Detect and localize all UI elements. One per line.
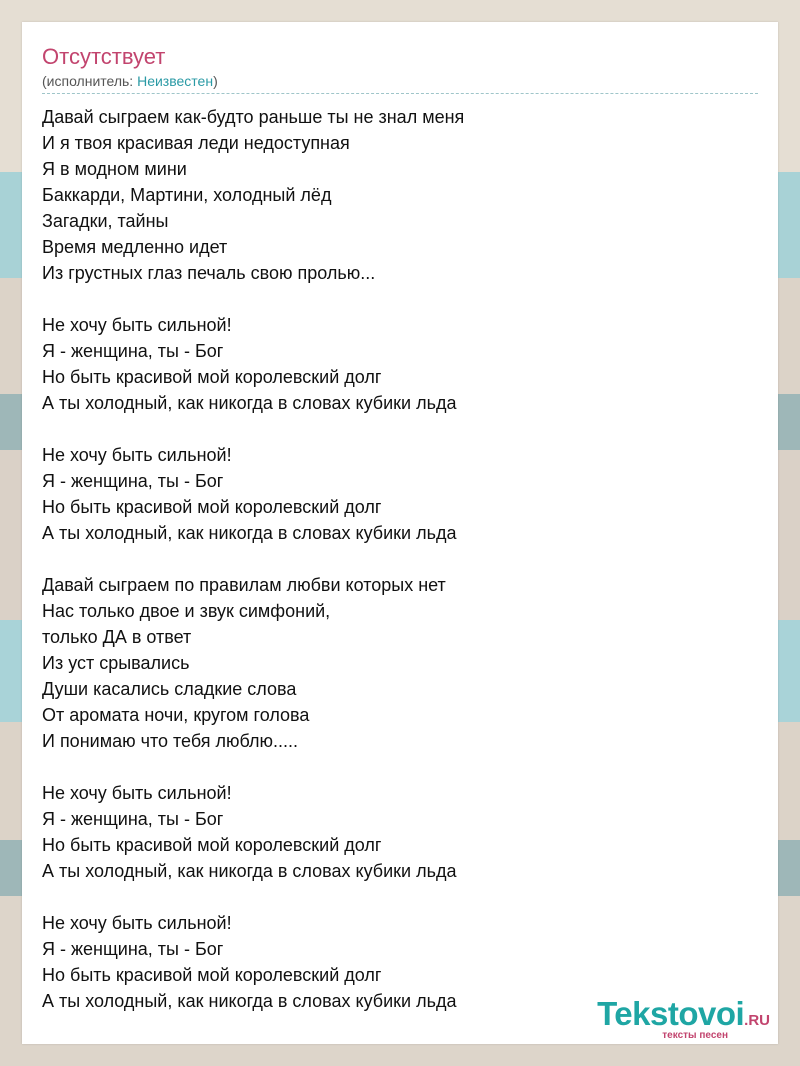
lyric-line: Не хочу быть сильной! [42, 315, 232, 335]
lyric-line: И я твоя красивая леди недоступная [42, 133, 350, 153]
lyric-line: Из уст срывались [42, 653, 190, 673]
site-logo[interactable] [597, 995, 770, 1041]
lyric-line: Но быть красивой мой королевский долг [42, 497, 382, 517]
lyric-line: Я - женщина, ты - Бог [42, 341, 224, 361]
lyric-line: Давай сыграем как-будто раньше ты не знал меня [42, 107, 465, 127]
lyric-line: И понимаю что тебя люблю..... [42, 731, 299, 751]
lyric-line: Баккарди, Мартини, холодный лёд [42, 185, 332, 205]
lyric-line: Я - женщина, ты - Бог [42, 809, 224, 829]
lyrics-body [42, 104, 758, 1014]
lyric-line: Время медленно идет [42, 237, 228, 257]
lyric-line: Но быть красивой мой королевский долг [42, 835, 382, 855]
lyric-line: Не хочу быть сильной! [42, 445, 232, 465]
stanza-break [42, 546, 758, 572]
lyric-line: Загадки, тайны [42, 211, 169, 231]
stanza-break [42, 286, 758, 312]
lyric-line: Не хочу быть сильной! [42, 783, 232, 803]
stanza-break [42, 416, 758, 442]
title-divider [42, 93, 758, 94]
artist-link[interactable]: Неизвестен [137, 73, 214, 89]
lyric-line: Нас только двое и звук симфоний, [42, 601, 331, 621]
lyric-line: Не хочу быть сильной! [42, 913, 232, 933]
logo-tld: .RU [744, 1012, 770, 1029]
lyric-line: Я в модном мини [42, 159, 187, 179]
lyric-line: Давай сыграем по правилам любви которых нет [42, 575, 446, 595]
lyrics-card [22, 22, 778, 1044]
artist-suffix: ) [213, 73, 218, 89]
artist-line [42, 72, 218, 90]
lyric-line: Но быть красивой мой королевский долг [42, 965, 382, 985]
lyric-line: А ты холодный, как никогда в словах кубики льда [42, 393, 457, 413]
lyric-line: Но быть красивой мой королевский долг [42, 367, 382, 387]
lyric-line: Я - женщина, ты - Бог [42, 471, 224, 491]
lyric-line: Из грустных глаз печаль свою пролью... [42, 263, 376, 283]
lyric-line: А ты холодный, как никогда в словах кубики льда [42, 523, 457, 543]
lyric-line: Души касались сладкие слова [42, 679, 297, 699]
lyric-line: только ДА в ответ [42, 627, 192, 647]
lyric-line: А ты холодный, как никогда в словах кубики льда [42, 991, 457, 1011]
lyric-line: А ты холодный, как никогда в словах кубики льда [42, 861, 457, 881]
lyric-line: Я - женщина, ты - Бог [42, 939, 224, 959]
lyric-line: От аромата ночи, кругом голова [42, 705, 310, 725]
song-title: Отсутствует [42, 44, 166, 69]
artist-prefix: (исполнитель: [42, 73, 138, 89]
stanza-break [42, 884, 758, 910]
logo-wordmark: Tekstovoi [597, 995, 745, 1032]
logo-tagline: тексты песен [662, 1030, 728, 1041]
stanza-break [42, 754, 758, 780]
